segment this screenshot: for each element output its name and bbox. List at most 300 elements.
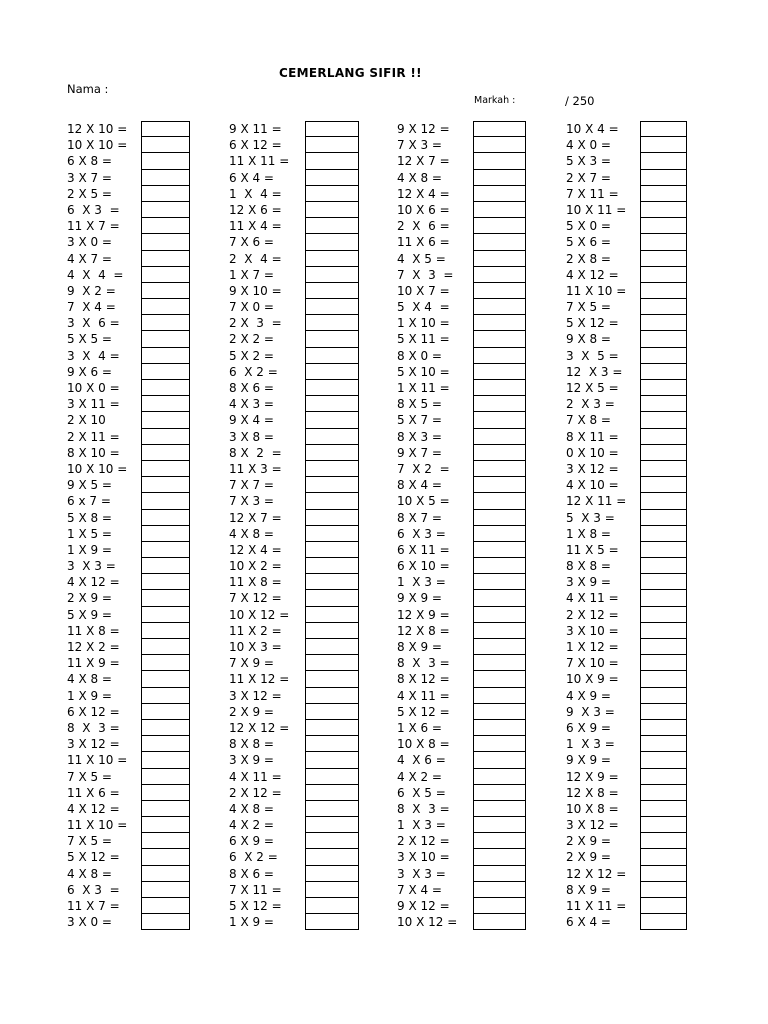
question-text: 9 X 11 = [229, 122, 282, 136]
answer-box[interactable] [141, 720, 190, 736]
answer-box[interactable] [473, 785, 526, 801]
answer-box[interactable] [473, 412, 526, 428]
answer-box[interactable] [473, 299, 526, 315]
question-text: 12 X 5 = [566, 381, 619, 395]
answer-box[interactable] [473, 769, 526, 785]
question-text: 10 X 4 = [566, 122, 619, 136]
answer-box[interactable] [141, 623, 190, 639]
answer-box[interactable] [640, 849, 687, 865]
question-text: 10 X 10 = [67, 461, 128, 476]
answer-box[interactable] [473, 558, 526, 574]
answer-box[interactable] [640, 202, 687, 218]
answer-box[interactable] [305, 299, 359, 315]
answer-box[interactable] [640, 348, 687, 364]
question-text: 4 X 0 = [566, 138, 611, 153]
answer-box[interactable] [640, 218, 687, 234]
answer-box[interactable] [141, 671, 190, 687]
answer-box[interactable] [640, 704, 687, 720]
answer-box[interactable] [141, 299, 190, 315]
question-text: 5 X 12 = [229, 899, 282, 913]
answer-box[interactable] [141, 251, 190, 267]
question-text: 5 X 8 = [67, 510, 112, 525]
answer-box[interactable] [305, 688, 359, 704]
answer-box[interactable] [305, 364, 359, 380]
answer-box[interactable] [305, 882, 359, 898]
question-text: 3 X 6 = [67, 316, 120, 331]
question-text: 3 X 9 = [229, 753, 274, 768]
answer-box[interactable] [640, 331, 687, 347]
answer-box[interactable] [141, 234, 190, 250]
question-text: 6 x 7 = [67, 494, 111, 509]
answer-box[interactable] [305, 493, 359, 509]
answer-box[interactable] [640, 671, 687, 687]
answer-box[interactable] [305, 153, 359, 169]
question-text: 12 X 4 = [397, 186, 450, 201]
question-text: 7 X 12 = [229, 591, 282, 606]
question-text: 9 X 9 = [566, 753, 611, 768]
answer-box[interactable] [141, 170, 190, 186]
answer-box[interactable] [473, 623, 526, 639]
answer-box[interactable] [305, 186, 359, 202]
answer-box[interactable] [640, 526, 687, 542]
answer-box[interactable] [141, 542, 190, 558]
question-text: 11 X 7 = [67, 899, 120, 913]
answer-box[interactable] [305, 202, 359, 218]
answer-box[interactable] [640, 882, 687, 898]
answer-box[interactable] [305, 607, 359, 623]
question-text: 8 X 3 = [397, 656, 450, 671]
answer-box[interactable] [473, 866, 526, 882]
answer-box[interactable] [473, 590, 526, 606]
answer-box[interactable] [305, 170, 359, 186]
question-text: 10 X 8 = [566, 801, 619, 816]
question-text: 4 X 12 = [67, 801, 120, 816]
answer-box[interactable] [473, 461, 526, 477]
answer-box[interactable] [305, 898, 359, 914]
answer-box[interactable] [473, 477, 526, 493]
answer-box[interactable] [305, 849, 359, 865]
answer-box[interactable] [473, 331, 526, 347]
score-total: / 250 [565, 94, 595, 108]
answer-box[interactable] [141, 914, 190, 930]
question-text: 8 X 7 = [397, 510, 442, 525]
answer-box[interactable] [640, 380, 687, 396]
answer-box[interactable] [473, 315, 526, 331]
answer-box[interactable] [141, 137, 190, 153]
question-text: 7 X 5 = [67, 769, 112, 784]
answer-box[interactable] [305, 833, 359, 849]
answer-box[interactable] [473, 445, 526, 461]
question-text: 2 X 8 = [566, 251, 611, 266]
question-text: 12 X 9 = [566, 769, 619, 784]
answer-box[interactable] [473, 170, 526, 186]
answer-box[interactable] [473, 849, 526, 865]
answer-box[interactable] [141, 801, 190, 817]
question-text: 12 X 6 = [229, 202, 282, 217]
answer-box[interactable] [141, 445, 190, 461]
question-text: 1 X 12 = [566, 640, 619, 654]
question-text: 1 X 9 = [67, 542, 112, 557]
question-text: 12 X 4 = [229, 542, 282, 557]
answer-box[interactable] [141, 607, 190, 623]
answer-box[interactable] [141, 785, 190, 801]
question-text: 7 X 2 = [397, 461, 450, 476]
answer-box[interactable] [305, 817, 359, 833]
question-text: 9 X 4 = [229, 413, 274, 428]
answer-box[interactable] [640, 914, 687, 930]
answer-box[interactable] [640, 639, 687, 655]
answer-box[interactable] [473, 202, 526, 218]
question-text: 1 X 8 = [566, 526, 611, 541]
answer-box[interactable] [640, 121, 687, 137]
answer-box[interactable] [141, 153, 190, 169]
answer-box[interactable] [305, 623, 359, 639]
answer-box[interactable] [141, 380, 190, 396]
question-text: 10 X 12 = [229, 607, 290, 622]
answer-box[interactable] [473, 914, 526, 930]
answer-box[interactable] [141, 639, 190, 655]
answer-box[interactable] [141, 315, 190, 331]
answer-box[interactable] [473, 833, 526, 849]
answer-box[interactable] [305, 914, 359, 930]
answer-box[interactable] [473, 218, 526, 234]
answer-box[interactable] [141, 833, 190, 849]
answer-box[interactable] [473, 348, 526, 364]
answer-box[interactable] [141, 396, 190, 412]
answer-box[interactable] [640, 542, 687, 558]
answer-box[interactable] [305, 283, 359, 299]
answer-box[interactable] [640, 396, 687, 412]
answer-box[interactable] [640, 267, 687, 283]
question-text: 8 X 3 = [397, 429, 442, 444]
answer-box[interactable] [473, 429, 526, 445]
question-text: 4 X 2 = [397, 769, 442, 784]
answer-box[interactable] [305, 752, 359, 768]
answer-box[interactable] [640, 817, 687, 833]
question-text: 8 X 10 = [67, 445, 120, 460]
answer-box[interactable] [473, 801, 526, 817]
answer-box[interactable] [305, 526, 359, 542]
answer-box[interactable] [141, 477, 190, 493]
question-text: 10 X 7 = [397, 283, 450, 298]
question-text: 12 X 10 = [67, 122, 128, 136]
answer-box[interactable] [473, 380, 526, 396]
answer-box[interactable] [305, 801, 359, 817]
answer-box[interactable] [305, 331, 359, 347]
question-text: 3 X 0 = [67, 235, 112, 250]
question-text: 0 X 10 = [566, 445, 619, 460]
answer-box[interactable] [141, 348, 190, 364]
answer-box[interactable] [141, 186, 190, 202]
answer-box[interactable] [141, 412, 190, 428]
answer-box[interactable] [141, 655, 190, 671]
answer-box[interactable] [640, 574, 687, 590]
answer-box[interactable] [640, 736, 687, 752]
answer-box[interactable] [141, 331, 190, 347]
answer-box[interactable] [305, 218, 359, 234]
answer-box[interactable] [141, 558, 190, 574]
answer-box[interactable] [640, 752, 687, 768]
answer-box[interactable] [141, 526, 190, 542]
answer-box[interactable] [640, 137, 687, 153]
answer-box[interactable] [473, 817, 526, 833]
question-text: 3 X 12 = [229, 688, 282, 703]
question-text: 7 X 7 = [229, 478, 274, 493]
answer-box[interactable] [640, 607, 687, 623]
question-text: 8 X 8 = [566, 559, 611, 574]
answer-box[interactable] [473, 283, 526, 299]
question-text: 7 X 4 = [67, 300, 116, 315]
answer-box[interactable] [305, 396, 359, 412]
answer-box[interactable] [305, 639, 359, 655]
answer-box[interactable] [473, 137, 526, 153]
question-text: 6 X 8 = [67, 154, 112, 169]
question-text: 11 X 10 = [566, 283, 627, 298]
answer-box[interactable] [640, 785, 687, 801]
answer-box[interactable] [305, 315, 359, 331]
question-text: 5 X 6 = [566, 235, 611, 250]
answer-box[interactable] [640, 412, 687, 428]
answer-box[interactable] [473, 671, 526, 687]
question-text: 10 X 3 = [229, 640, 282, 654]
answer-box[interactable] [305, 348, 359, 364]
answer-box[interactable] [473, 234, 526, 250]
question-text: 11 X 8 = [229, 575, 282, 590]
answer-box[interactable] [640, 170, 687, 186]
question-text: 3 X 9 = [566, 575, 611, 590]
question-text: 4 X 11 = [229, 769, 282, 784]
question-text: 9 X 10 = [229, 283, 282, 298]
answer-box[interactable] [473, 493, 526, 509]
question-text: 2 X 6 = [397, 219, 450, 234]
answer-box[interactable] [473, 153, 526, 169]
question-text: 6 X 5 = [397, 785, 446, 800]
answer-box[interactable] [141, 590, 190, 606]
answer-box[interactable] [640, 234, 687, 250]
answer-box[interactable] [473, 639, 526, 655]
answer-box[interactable] [473, 364, 526, 380]
answer-box[interactable] [141, 574, 190, 590]
question-text: 5 X 4 = [397, 300, 450, 315]
answer-box[interactable] [305, 412, 359, 428]
answer-box[interactable] [141, 882, 190, 898]
answer-box[interactable] [141, 510, 190, 526]
answer-box[interactable] [640, 283, 687, 299]
answer-box[interactable] [640, 364, 687, 380]
answer-box[interactable] [473, 736, 526, 752]
answer-box[interactable] [141, 849, 190, 865]
question-text: 4 X 12 = [67, 575, 120, 590]
question-text: 7 X 4 = [397, 882, 442, 897]
question-text: 10 X 11 = [566, 202, 627, 217]
answer-box[interactable] [141, 283, 190, 299]
answer-box[interactable] [305, 542, 359, 558]
question-text: 12 X 12 = [566, 866, 627, 881]
answer-box[interactable] [473, 396, 526, 412]
question-text: 7 X 6 = [229, 235, 274, 250]
question-text: 10 X 12 = [397, 915, 458, 930]
answer-box[interactable] [141, 688, 190, 704]
answer-box[interactable] [473, 607, 526, 623]
answer-box[interactable] [141, 704, 190, 720]
answer-box[interactable] [305, 655, 359, 671]
question-text: 9 X 12 = [397, 899, 450, 913]
answer-box[interactable] [640, 315, 687, 331]
answer-box[interactable] [305, 121, 359, 137]
question-text: 6 X 12 = [67, 704, 120, 719]
answer-box[interactable] [473, 882, 526, 898]
question-text: 11 X 10 = [67, 753, 128, 768]
answer-box[interactable] [305, 234, 359, 250]
question-text: 8 X 3 = [67, 720, 120, 735]
question-text: 12 X 3 = [566, 364, 623, 379]
answer-box[interactable] [473, 267, 526, 283]
answer-box[interactable] [305, 590, 359, 606]
answer-box[interactable] [305, 785, 359, 801]
answer-box[interactable] [640, 429, 687, 445]
question-text: 4 X 7 = [67, 251, 112, 266]
answer-box[interactable] [640, 866, 687, 882]
answer-box[interactable] [640, 493, 687, 509]
question-text: 3 X 12 = [67, 737, 120, 752]
answer-box[interactable] [473, 720, 526, 736]
answer-box[interactable] [473, 526, 526, 542]
answer-box[interactable] [141, 752, 190, 768]
question-text: 1 X 3 = [397, 575, 446, 590]
question-text: 5 X 12 = [67, 850, 120, 865]
answer-box[interactable] [305, 574, 359, 590]
answer-box[interactable] [473, 510, 526, 526]
answer-box[interactable] [141, 898, 190, 914]
answer-box[interactable] [141, 267, 190, 283]
question-text: 7 X 3 = [229, 494, 274, 509]
question-text: 3 X 5 = [566, 348, 619, 363]
answer-box[interactable] [640, 833, 687, 849]
answer-box[interactable] [305, 445, 359, 461]
answer-box[interactable] [305, 267, 359, 283]
answer-box[interactable] [141, 866, 190, 882]
answer-box[interactable] [141, 218, 190, 234]
answer-box[interactable] [141, 461, 190, 477]
question-text: 8 X 12 = [397, 672, 450, 687]
answer-box[interactable] [305, 251, 359, 267]
answer-box[interactable] [141, 364, 190, 380]
question-text: 8 X 3 = [397, 801, 450, 816]
answer-box[interactable] [305, 736, 359, 752]
answer-box[interactable] [473, 704, 526, 720]
question-text: 4 X 11 = [397, 688, 450, 703]
answer-box[interactable] [141, 736, 190, 752]
answer-box[interactable] [473, 752, 526, 768]
answer-box[interactable] [640, 720, 687, 736]
answer-box[interactable] [305, 461, 359, 477]
answer-box[interactable] [473, 186, 526, 202]
answer-box[interactable] [305, 704, 359, 720]
answer-box[interactable] [305, 558, 359, 574]
answer-box[interactable] [640, 153, 687, 169]
question-text: 11 X 12 = [229, 672, 290, 687]
question-text: 11 X 11 = [566, 899, 627, 913]
question-text: 11 X 6 = [397, 235, 450, 250]
answer-box[interactable] [640, 623, 687, 639]
answer-box[interactable] [473, 688, 526, 704]
answer-box[interactable] [305, 380, 359, 396]
answer-box[interactable] [305, 671, 359, 687]
question-text: 6 X 4 = [229, 170, 274, 185]
question-text: 2 X 5 = [67, 186, 112, 201]
question-text: 2 X 9 = [566, 850, 611, 865]
question-text: 2 X 12 = [566, 607, 619, 622]
answer-box[interactable] [640, 769, 687, 785]
question-text: 9 X 9 = [397, 591, 442, 606]
question-text: 1 X 10 = [397, 316, 450, 331]
question-text: 9 X 6 = [67, 364, 112, 379]
question-text: 4 X 4 = [67, 267, 124, 282]
answer-box[interactable] [141, 769, 190, 785]
question-text: 3 X 3 = [67, 559, 116, 574]
answer-box[interactable] [640, 445, 687, 461]
answer-box[interactable] [473, 251, 526, 267]
answer-box[interactable] [305, 477, 359, 493]
answer-box[interactable] [640, 299, 687, 315]
answer-box[interactable] [305, 769, 359, 785]
answer-box[interactable] [640, 801, 687, 817]
question-text: 4 X 11 = [566, 591, 619, 606]
question-text: 5 X 12 = [397, 704, 450, 719]
answer-box[interactable] [640, 510, 687, 526]
answer-box[interactable] [640, 477, 687, 493]
answer-box[interactable] [305, 720, 359, 736]
question-text: 9 X 5 = [67, 478, 112, 493]
answer-box[interactable] [141, 493, 190, 509]
answer-box[interactable] [640, 655, 687, 671]
answer-box[interactable] [473, 542, 526, 558]
answer-box[interactable] [141, 429, 190, 445]
question-text: 11 X 8 = [67, 623, 120, 638]
answer-box[interactable] [141, 202, 190, 218]
question-text: 4 X 2 = [229, 818, 274, 833]
answer-box[interactable] [473, 898, 526, 914]
question-text: 7 X 3 = [397, 267, 454, 282]
answer-box[interactable] [640, 251, 687, 267]
question-text: 8 X 9 = [566, 882, 611, 897]
question-text: 4 X 8 = [397, 170, 442, 185]
answer-box[interactable] [473, 121, 526, 137]
answer-box[interactable] [640, 688, 687, 704]
answer-box[interactable] [305, 137, 359, 153]
answer-box[interactable] [473, 655, 526, 671]
answer-box[interactable] [141, 817, 190, 833]
answer-box[interactable] [305, 866, 359, 882]
answer-box[interactable] [305, 510, 359, 526]
answer-box[interactable] [640, 461, 687, 477]
question-text: 12 X 12 = [229, 720, 290, 735]
question-text: 11 X 5 = [566, 542, 619, 557]
question-text: 3 X 3 = [397, 866, 446, 881]
answer-box[interactable] [473, 574, 526, 590]
answer-box[interactable] [640, 898, 687, 914]
question-text: 2 X 4 = [229, 251, 282, 266]
answer-box[interactable] [640, 558, 687, 574]
answer-box[interactable] [640, 186, 687, 202]
answer-box[interactable] [305, 429, 359, 445]
answer-box[interactable] [640, 590, 687, 606]
question-text: 5 X 0 = [566, 219, 611, 234]
question-text: 10 X 8 = [397, 737, 450, 752]
answer-box[interactable] [141, 121, 190, 137]
question-text: 1 X 5 = [67, 526, 112, 541]
question-text: 2 X 7 = [566, 170, 611, 185]
